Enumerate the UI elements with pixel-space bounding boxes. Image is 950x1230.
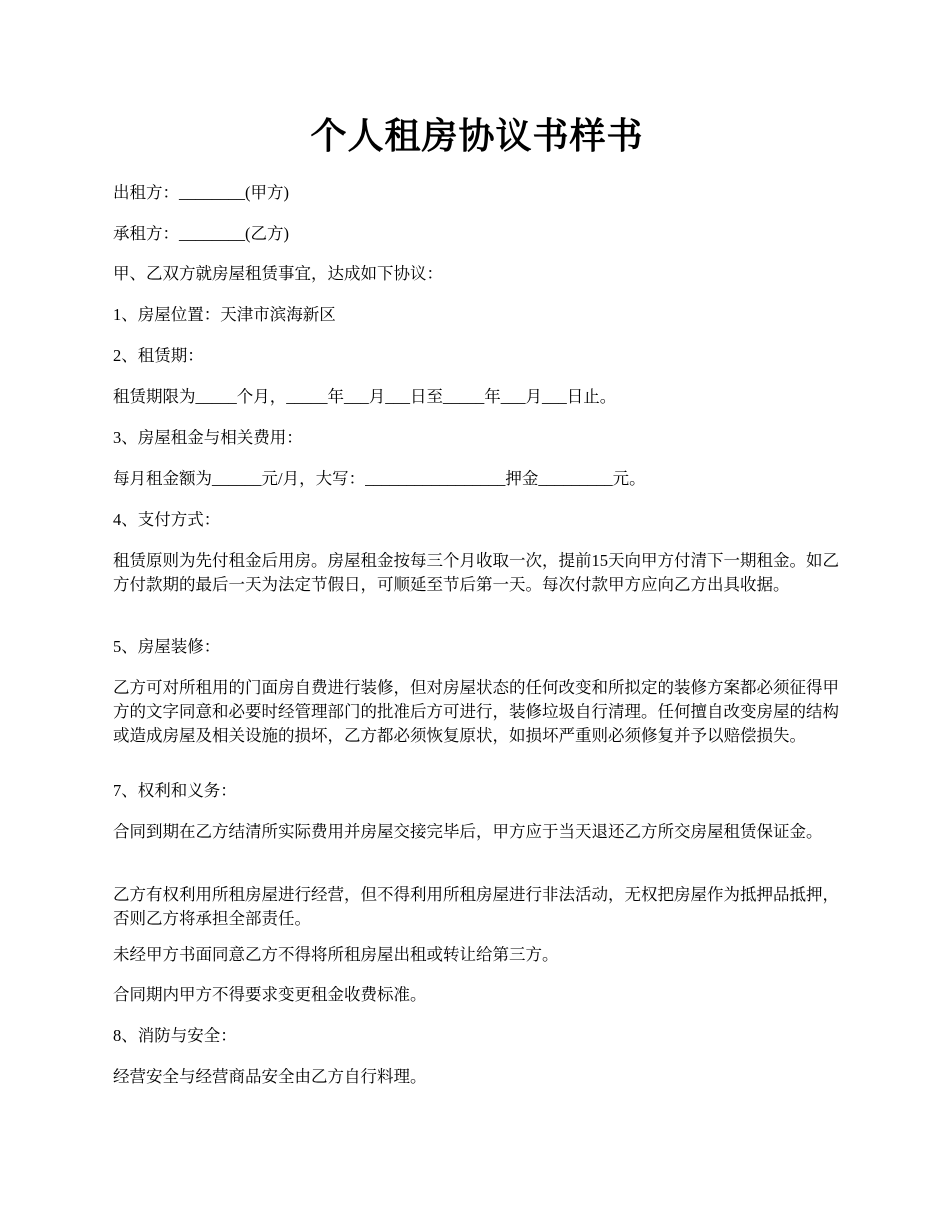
section-8-heading: 8、消防与安全： <box>113 1026 237 1045</box>
section-4-heading: 4、支付方式： <box>113 510 221 529</box>
section-5-heading: 5、房屋装修： <box>113 637 221 656</box>
rent-standard-line: 合同期内甲方不得要求变更租金收费标准。 <box>113 985 427 1004</box>
lease-term-line: 租赁期限为_____个月，_____年___月___日至_____年___月___日止。 <box>113 387 617 406</box>
payment-terms-paragraph: 租赁原则为先付租金后用房。房屋租金按每三个月收取一次，提前15天向甲方付清下一期租金。如乙方付款期的最后一天为法定节假日，可顺延至节后第一天。每次付款甲方应向乙方出具收据。 <box>113 551 839 594</box>
safety-line: 经营安全与经营商品安全由乙方自行料理。 <box>113 1067 427 1086</box>
usage-rights-paragraph: 乙方有权利用所租房屋进行经营，但不得利用所租房屋进行非法活动，无权把房屋作为抵押品抵押，否则乙方将承担全部责任。 <box>113 885 839 928</box>
sublease-restriction-line: 未经甲方书面同意乙方不得将所租房屋出租或转让给第三方。 <box>113 945 559 964</box>
deposit-return-paragraph: 合同到期在乙方结清所实际费用并房屋交接完毕后，甲方应于当天退还乙方所交房屋租赁保证金。 <box>113 822 823 841</box>
section-7-heading: 7、权利和义务： <box>113 781 237 800</box>
renovation-paragraph: 乙方可对所租用的门面房自费进行装修，但对房屋状态的任何改变和所拟定的装修方案都必须征得甲方的文字同意和必要时经管理部门的批准后方可进行，装修垃圾自行清理。任何擅自改变房屋的结构或造成房屋及相关设施的损坏，乙方都必须恢复原状，如损坏严重则必须修复并予以赔偿损失。 <box>113 678 839 745</box>
rent-amount-line: 每月租金额为______元/月，大写：_________________押金_________元。 <box>113 469 646 488</box>
lessor-line: 出租方：________(甲方) <box>113 183 289 202</box>
document-title: 个人租房协议书样书 <box>310 116 644 156</box>
lessee-line: 承租方：________(乙方) <box>113 224 289 243</box>
section-3-heading: 3、房屋租金与相关费用： <box>113 428 303 447</box>
section-1-location: 1、房屋位置：天津市滨海新区 <box>113 305 336 324</box>
intro-line: 甲、乙双方就房屋租赁事宜，达成如下协议： <box>113 264 443 283</box>
section-2-heading: 2、租赁期： <box>113 346 204 365</box>
